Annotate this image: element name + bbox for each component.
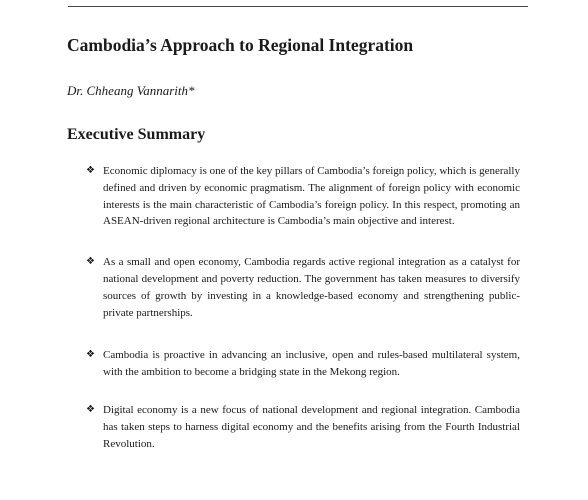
- summary-list: [86, 163, 520, 476]
- bullet-text: As a small and open economy, Cambodia regards active regional integration as a catalyst for national development and poverty reduction. The government has taken measures to diversify sources of growth by investing in a knowledge-based economy and strengthening public-private partnerships.: [103, 256, 520, 319]
- list-item: [86, 402, 520, 452]
- top-rule: [68, 6, 528, 7]
- bullet-text: Economic diplomacy is one of the key pillars of Cambodia’s foreign policy, which is generally defined and driven by economic pragmatism. The alignment of foreign policy with economic interests is the main characteristic of Cambodia’s foreign policy. In this respect, promoting an ASEAN-driven regional architecture is Cambodia’s main objective and interest.: [103, 165, 520, 228]
- page-title: Cambodia’s Approach to Regional Integration: [67, 35, 414, 55]
- list-item: [86, 163, 520, 230]
- diamond-bullet-icon: ❖: [86, 403, 95, 415]
- author-line: Dr. Chheang Vannarith*: [67, 83, 195, 98]
- diamond-bullet-icon: ❖: [86, 165, 95, 176]
- section-heading: Executive Summary: [67, 126, 206, 143]
- diamond-bullet-icon: ❖: [86, 349, 95, 361]
- bullet-text: Cambodia is proactive in advancing an inclusive, open and rules-based multilateral system, with the ambition to become a bridging state in the Mekong region.: [103, 349, 520, 379]
- diamond-bullet-icon: ❖: [86, 256, 95, 268]
- list-item: [86, 347, 520, 381]
- list-item: [86, 254, 520, 321]
- bullet-text: Digital economy is a new focus of national development and regional integration. Cambodia has taken steps to harness digital economy and the benefits arising from the Fourth Industrial Revolution.: [103, 403, 520, 450]
